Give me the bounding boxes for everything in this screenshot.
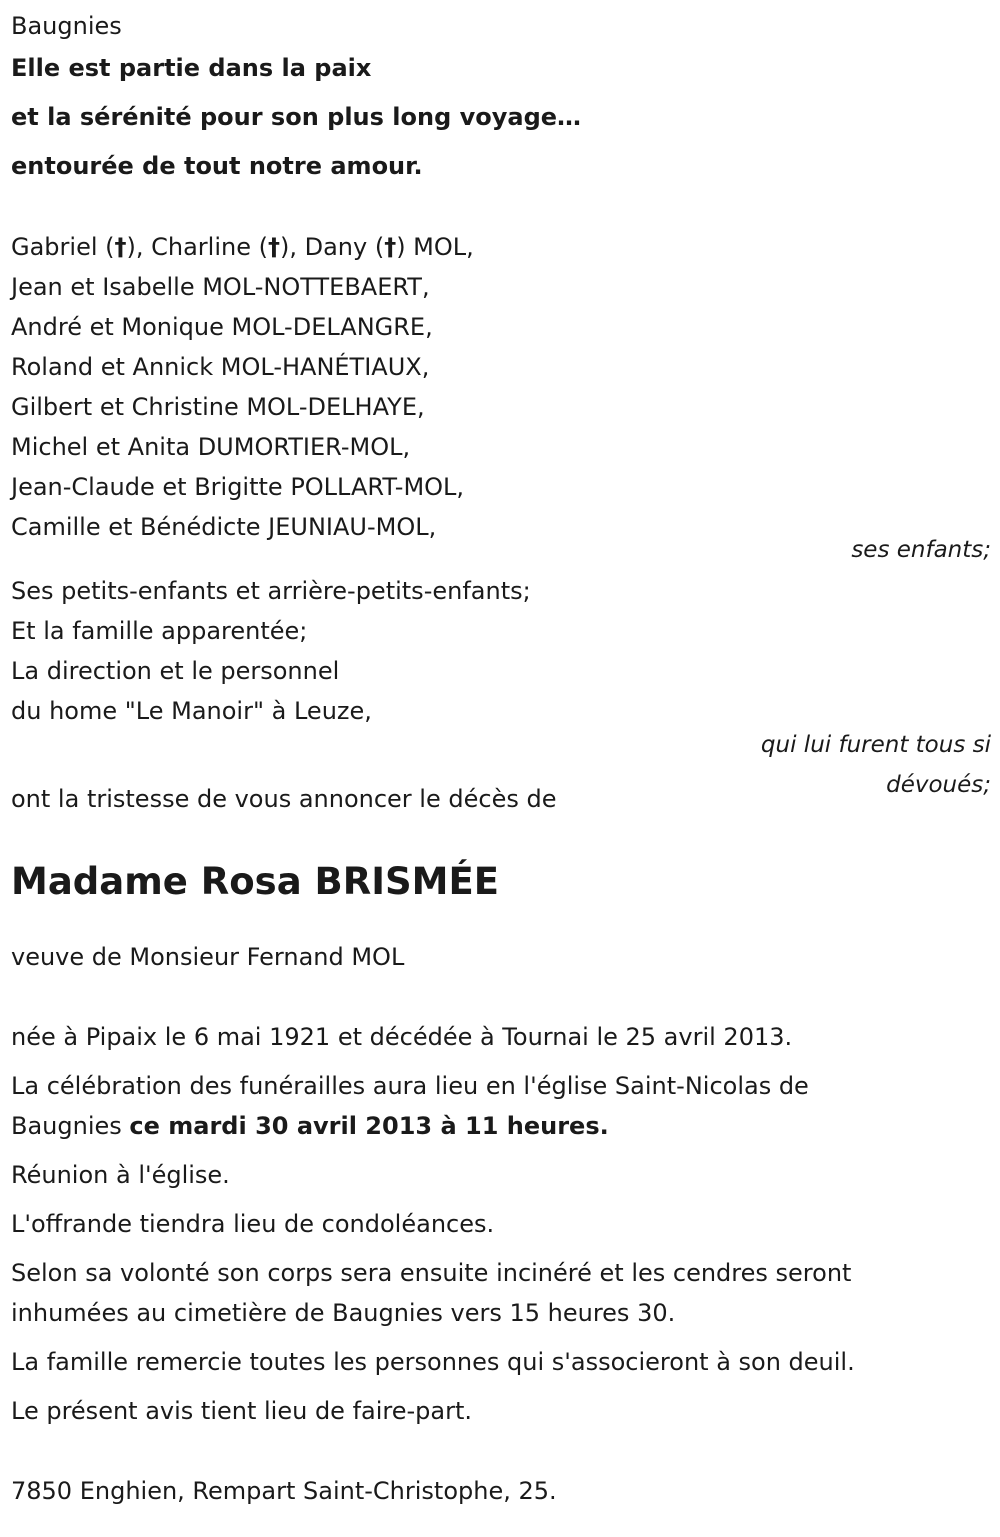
meeting-line: Réunion à l'église. xyxy=(11,1161,230,1189)
staff-line-2: du home "Le Manoir" à Leuze, xyxy=(11,697,372,725)
ceremony-date: ce mardi 30 avril 2013 à 11 heures. xyxy=(129,1112,609,1140)
birth-death-line: née à Pipaix le 6 mai 1921 et décédée à Tournai le 25 avril 2013. xyxy=(11,1023,793,1051)
relatives-line: Et la famille apparentée; xyxy=(11,617,308,645)
cross-icon: † xyxy=(114,233,127,261)
cremation-line-2: inhumées au cimetière de Baugnies vers 15 heures 30. xyxy=(11,1299,676,1327)
address-line: 7850 Enghien, Rempart Saint-Christophe, 25. xyxy=(11,1477,557,1505)
location-header: Baugnies xyxy=(11,12,122,40)
cross-icon: † xyxy=(384,233,397,261)
ceremony-line-2: Baugnies ce mardi 30 avril 2013 à 11 heures. xyxy=(11,1112,609,1140)
condolences-line: L'offrande tiendra lieu de condoléances. xyxy=(11,1210,495,1238)
children-line: André et Monique MOL-DELANGRE, xyxy=(11,313,433,341)
staff-role-line-2: dévoués; xyxy=(886,772,991,798)
deceased-name: Madame Rosa BRISMÉE xyxy=(11,860,500,903)
epitaph-line-3: entourée de tout notre amour. xyxy=(11,152,423,180)
children-line: Jean-Claude et Brigitte POLLART-MOL, xyxy=(11,473,465,501)
grandchildren-line: Ses petits-enfants et arrière-petits-enfants; xyxy=(11,577,531,605)
thanks-line: La famille remercie toutes les personnes qui s'associeront à son deuil. xyxy=(11,1348,855,1376)
spouse-line: veuve de Monsieur Fernand MOL xyxy=(11,943,405,971)
obituary-notice xyxy=(11,8,991,1511)
ceremony-line-1: La célébration des funérailles aura lieu en l'église Saint-Nicolas de xyxy=(11,1072,809,1100)
children-line: Roland et Annick MOL-HANÉTIAUX, xyxy=(11,353,430,381)
cross-icon: † xyxy=(267,233,280,261)
announcement-line: ont la tristesse de vous annoncer le décès de xyxy=(11,785,557,813)
children-line-deceased: Gabriel (†), Charline (†), Dany (†) MOL, xyxy=(11,233,474,261)
cremation-line-1: Selon sa volonté son corps sera ensuite incinéré et les cendres seront xyxy=(11,1259,852,1287)
epitaph-line-1: Elle est partie dans la paix xyxy=(11,54,372,82)
children-role: ses enfants; xyxy=(851,537,991,563)
notice-line: Le présent avis tient lieu de faire-part. xyxy=(11,1397,473,1425)
epitaph-line-2: et la sérénité pour son plus long voyage… xyxy=(11,103,582,131)
children-line: Camille et Bénédicte JEUNIAU-MOL, xyxy=(11,513,437,541)
staff-line-1: La direction et le personnel xyxy=(11,657,340,685)
children-line: Michel et Anita DUMORTIER-MOL, xyxy=(11,433,411,461)
staff-role-line-1: qui lui furent tous si xyxy=(760,732,991,758)
children-line: Jean et Isabelle MOL-NOTTEBAERT, xyxy=(11,273,430,301)
children-line: Gilbert et Christine MOL-DELHAYE, xyxy=(11,393,425,421)
